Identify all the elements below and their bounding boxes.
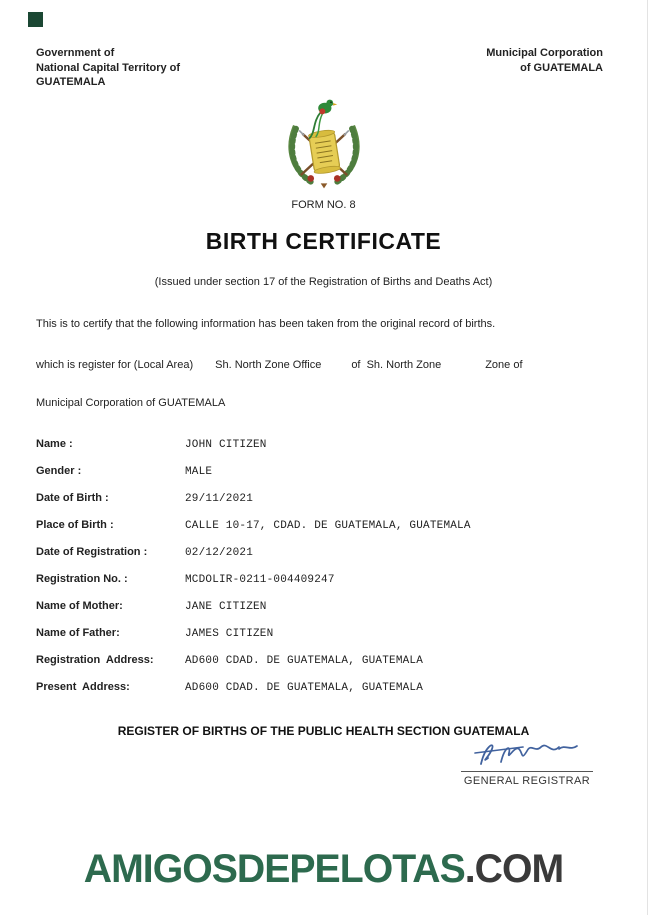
field-row-date-of-registration bbox=[36, 546, 611, 559]
field-row-present-address bbox=[36, 681, 611, 694]
field-value: MCDOLIR-0211-004409247 bbox=[185, 573, 335, 586]
field-row-gender bbox=[36, 465, 611, 478]
register-part-1: which is register for (Local Area) bbox=[36, 358, 194, 371]
certify-statement: This is to certify that the following information has been taken from the original record of births. bbox=[36, 317, 496, 330]
form-number: FORM NO. 8 bbox=[291, 198, 356, 211]
field-row-place-of-birth bbox=[36, 519, 611, 532]
register-corporation: Municipal Corporation of GUATEMALA bbox=[36, 396, 226, 409]
field-row-mother-name bbox=[36, 600, 611, 613]
header bbox=[0, 0, 647, 90]
field-value: JANE CITIZEN bbox=[185, 600, 267, 613]
issuer-left-line: Government of bbox=[36, 47, 115, 59]
field-label: Place of Birth : bbox=[36, 518, 114, 531]
fields-section bbox=[36, 438, 611, 694]
field-value: MALE bbox=[185, 465, 213, 478]
register-zone: of Sh. North Zone bbox=[351, 358, 442, 371]
field-label: Registration Address: bbox=[36, 653, 154, 666]
issuer-left-line: National Capital Territory of bbox=[36, 61, 181, 74]
watermark-main: AMIGOSDEPELOTAS bbox=[83, 847, 465, 891]
field-value: JAMES CITIZEN bbox=[185, 627, 274, 640]
issuer-right-line: of GUATEMALA bbox=[520, 61, 603, 74]
coat-of-arms-icon bbox=[274, 94, 374, 190]
field-value: AD600 CDAD. DE GUATEMALA, GUATEMALA bbox=[185, 681, 424, 694]
register-office: Sh. North Zone Office bbox=[215, 358, 322, 371]
field-value: 29/11/2021 bbox=[185, 492, 254, 505]
watermark bbox=[6, 849, 640, 889]
field-row-name bbox=[36, 438, 611, 451]
issuer-left bbox=[36, 46, 180, 90]
field-label: Name of Mother: bbox=[36, 599, 123, 612]
field-label: Date of Registration : bbox=[36, 545, 148, 558]
field-label: Gender : bbox=[36, 464, 82, 477]
register-of-births-title: REGISTER OF BIRTHS OF THE PUBLIC HEALTH SECTION GUATEMALA bbox=[117, 723, 530, 738]
field-value: JOHN CITIZEN bbox=[185, 438, 267, 451]
registrar-label: GENERAL REGISTRAR bbox=[463, 775, 591, 787]
registrar-signature bbox=[471, 736, 583, 770]
field-row-registration-address bbox=[36, 654, 611, 667]
watermark-suffix: .COM bbox=[464, 847, 564, 891]
field-label: Registration No. : bbox=[36, 572, 128, 585]
field-value: 02/12/2021 bbox=[185, 546, 254, 559]
field-row-registration-no bbox=[36, 573, 611, 586]
corner-mark bbox=[28, 12, 43, 27]
field-label: Name : bbox=[36, 437, 73, 450]
field-row-date-of-birth bbox=[36, 492, 611, 505]
document-title: BIRTH CERTIFICATE bbox=[205, 227, 442, 254]
issuer-right bbox=[486, 46, 603, 90]
signature-line bbox=[461, 771, 593, 772]
issuer-left-line: GUATEMALA bbox=[36, 76, 106, 89]
field-value: CALLE 10-17, CDAD. DE GUATEMALA, GUATEMALA bbox=[185, 519, 471, 532]
signature-block bbox=[457, 736, 597, 787]
field-row-father-name bbox=[36, 627, 611, 640]
register-line bbox=[36, 359, 611, 371]
field-label: Name of Father: bbox=[36, 626, 120, 639]
field-label: Present Address: bbox=[36, 680, 130, 693]
issuer-right-line: Municipal Corporation bbox=[486, 47, 603, 59]
emblem-wrap bbox=[0, 94, 647, 190]
register-part-4: Zone of bbox=[485, 358, 523, 371]
document-subtitle: (Issued under section 17 of the Registration of Births and Deaths Act) bbox=[154, 275, 493, 288]
field-label: Date of Birth : bbox=[36, 491, 109, 504]
field-value: AD600 CDAD. DE GUATEMALA, GUATEMALA bbox=[185, 654, 424, 667]
